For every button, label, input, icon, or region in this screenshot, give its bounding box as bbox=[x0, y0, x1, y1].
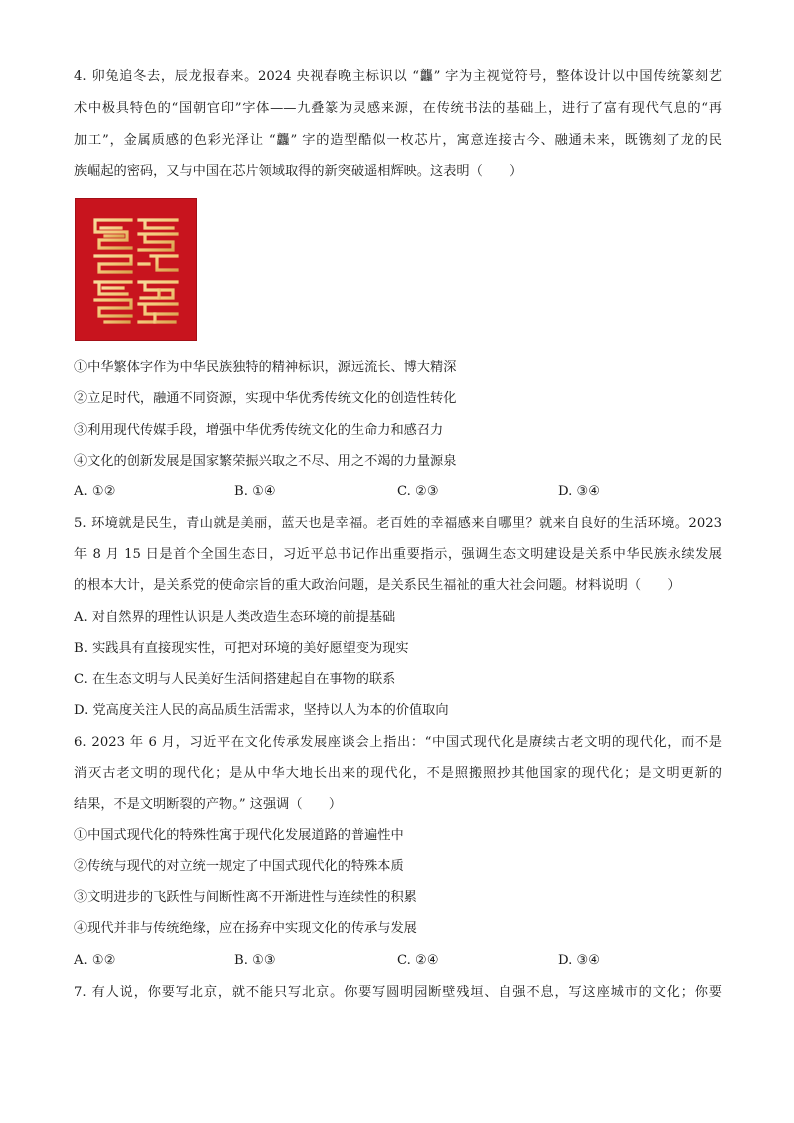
q6-statement-4: ④现代并非与传统绝缘，应在扬弃中实现文化的传承与发展 bbox=[74, 921, 417, 936]
q4-statement-4: ④文化的创新发展是国家繁荣振兴取之不尽、用之不竭的力量源泉 bbox=[74, 454, 457, 469]
long-character-seal-image bbox=[75, 198, 197, 341]
q5-option-d[interactable]: D. 党高度关注人民的高品质生活需求，坚持以人为本的价值取向 bbox=[74, 703, 449, 718]
q4-statement-2: ②立足时代，融通不同资源，实现中华优秀传统文化的创造性转化 bbox=[74, 391, 457, 406]
q6-stem-line-3: 结果，不是文明断裂的产物。” 这强调（ ） bbox=[74, 797, 343, 812]
q6-option-d[interactable]: D. ③④ bbox=[558, 953, 601, 968]
q4-statement-1: ①中华繁体字作为中华民族独特的精神标识，源远流长、博大精深 bbox=[74, 360, 457, 375]
q5-option-a[interactable]: A. 对自然界的理性认识是人类改造生态环境的前提基础 bbox=[74, 610, 396, 625]
q4-options bbox=[74, 482, 722, 502]
q4-option-d[interactable]: D. ③④ bbox=[558, 484, 601, 499]
q6-statement-3: ③文明进步的飞跃性与间断性离不开渐进性与连续性的积累 bbox=[74, 890, 417, 905]
q6-statement-1: ①中国式现代化的特殊性寓于现代化发展道路的普遍性中 bbox=[74, 828, 404, 843]
q4-statement-3: ③利用现代传媒手段，增强中华优秀传统文化的生命力和感召力 bbox=[74, 423, 444, 438]
q5-stem-line-3: 的根本大计，是关系党的使命宗旨的重大政治问题，是关系民生福祉的重大社会问题。材料说明（ ） bbox=[74, 578, 681, 593]
q6-option-b[interactable]: B. ①③ bbox=[234, 953, 276, 968]
q4-stem-line-1: 4. 卯兔追冬去，辰龙报春来。2024 央视春晚主标识以 “龘” 字为主视觉符号，整体设计以中国传统篆刻艺 bbox=[74, 69, 722, 84]
q6-option-a[interactable]: A. ①② bbox=[74, 953, 116, 968]
q5-option-b[interactable]: B. 实践具有直接现实性，可把对环境的美好愿望变为现实 bbox=[74, 641, 409, 656]
q4-stem-line-3: 加工”，金属质感的色彩光泽让 “龘” 字的造型酷似一枚芯片，寓意连接古今、融通未来，既镌刻了龙的民 bbox=[74, 133, 722, 148]
q5-stem-line-1: 5. 环境就是民生，青山就是美丽，蓝天也是幸福。老百姓的幸福感来自哪里？就来自良好的生活环境。2023 bbox=[74, 516, 722, 531]
q4-option-a[interactable]: A. ①② bbox=[74, 484, 116, 499]
q6-stem-line-2: 消灭古老文明的现代化；是从中华大地长出来的现代化，不是照搬照抄其他国家的现代化；是文明更新的 bbox=[74, 766, 722, 781]
q6-statement-2: ②传统与现代的对立统一规定了中国式现代化的特殊本质 bbox=[74, 859, 404, 874]
q6-options bbox=[74, 951, 722, 971]
q5-stem-line-2: 年 8 月 15 日是首个全国生态日，习近平总书记作出重要指示，强调生态文明建设是关系中华民族永续发展 bbox=[74, 547, 722, 562]
q7-stem-line-1: 7. 有人说，你要写北京，就不能只写北京。你要写圆明园断壁残垣、自强不息，写这座城市的文化；你要 bbox=[74, 985, 722, 1000]
q4-stem-line-4: 族崛起的密码，又与中国在芯片领域取得的新突破遥相辉映。这表明（ ） bbox=[74, 164, 523, 179]
q4-option-c[interactable]: C. ②③ bbox=[397, 484, 439, 499]
seal-glyph bbox=[75, 198, 197, 341]
q5-option-c[interactable]: C. 在生态文明与人民美好生活间搭建起自在事物的联系 bbox=[74, 672, 396, 687]
q4-stem-line-2: 术中极具特色的“国朝官印”字体——九叠篆为灵感来源，在传统书法的基础上，进行了富有现代气息的“再 bbox=[74, 101, 722, 116]
q6-stem-line-1: 6. 2023 年 6 月，习近平在文化传承发展座谈会上指出：“中国式现代化是赓续古老文明的现代化，而不是 bbox=[74, 735, 722, 750]
q4-option-b[interactable]: B. ①④ bbox=[234, 484, 276, 499]
q6-option-c[interactable]: C. ②④ bbox=[397, 953, 439, 968]
